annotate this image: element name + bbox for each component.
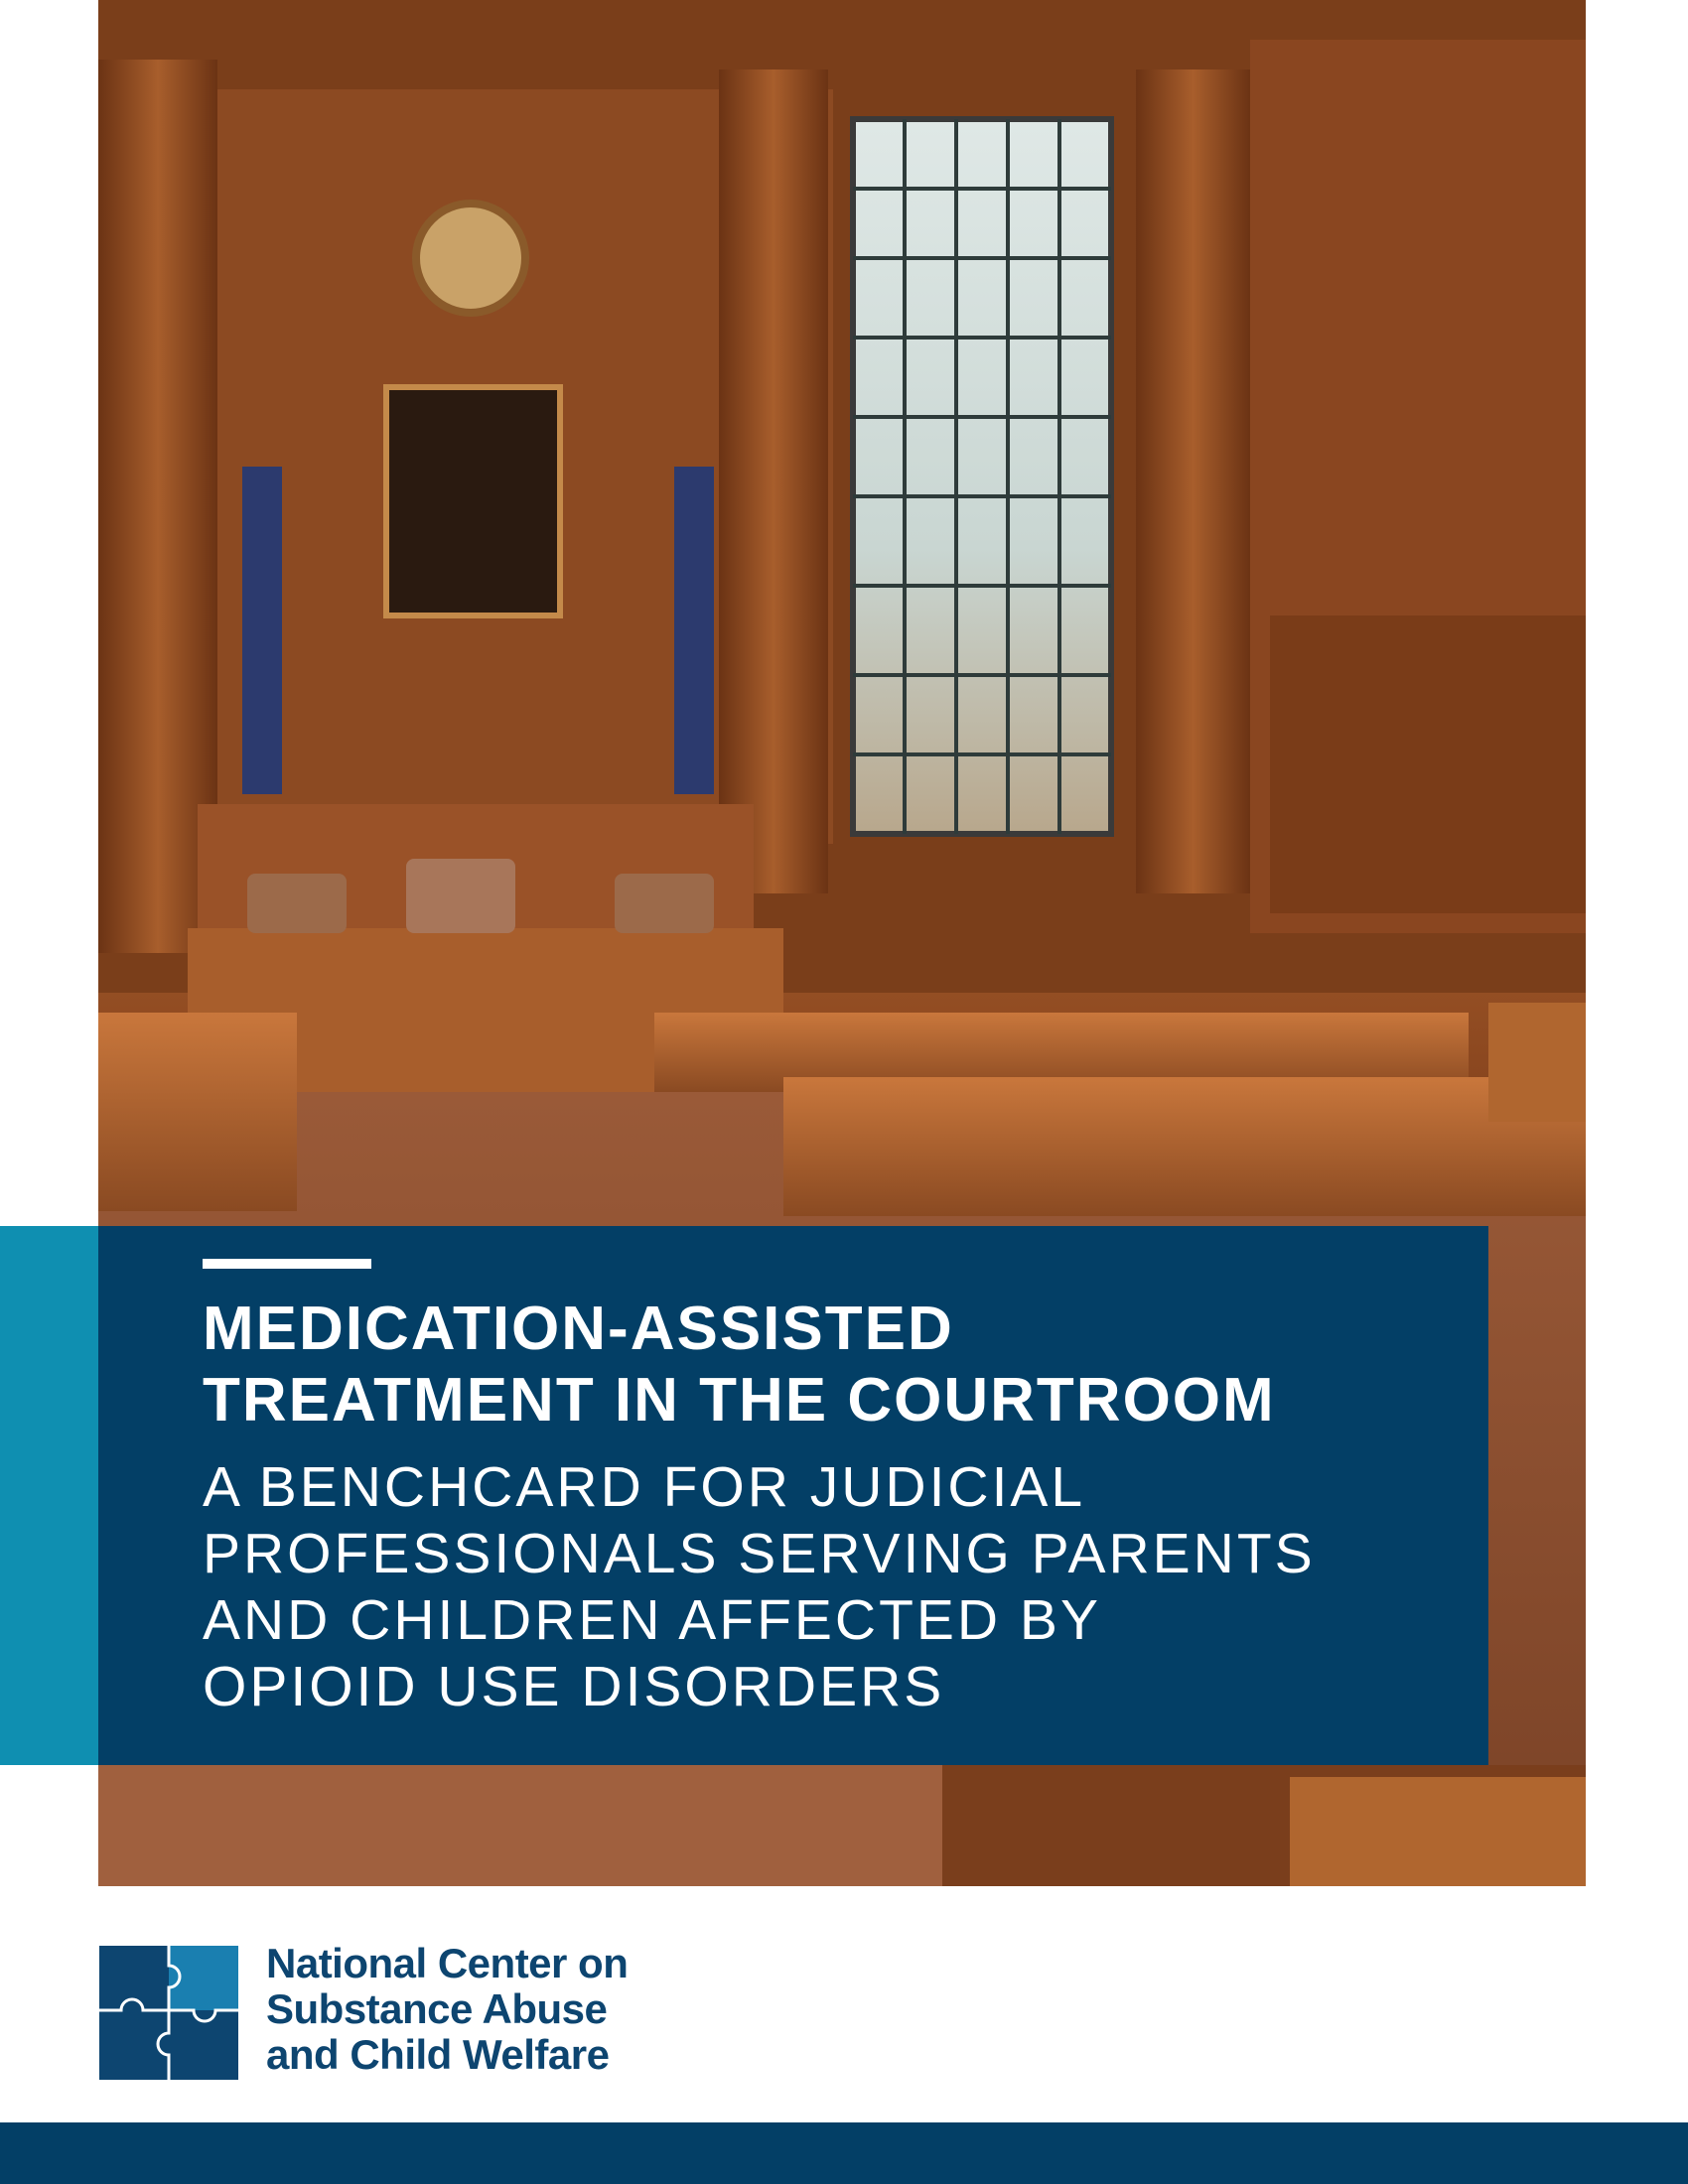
puzzle-pieces-icon — [99, 1946, 238, 2080]
footer-bar — [0, 2122, 1688, 2184]
title-line: MEDICATION-ASSISTED — [203, 1295, 954, 1363]
organization-name-line: National Center on — [266, 1940, 629, 1986]
title-panel — [98, 1226, 1488, 1765]
title-line: TREATMENT IN THE COURTROOM — [203, 1366, 1276, 1434]
subtitle-line: OPIOID USE DISORDERS — [203, 1655, 945, 1718]
subtitle-line: A BENCHCARD FOR JUDICIAL — [203, 1455, 1086, 1519]
teal-accent-block — [0, 1226, 98, 1765]
document-title — [203, 1294, 1483, 1436]
organization-name — [266, 1941, 628, 2078]
document-subtitle — [203, 1454, 1483, 1720]
organization-logo — [99, 1941, 695, 2090]
title-rule — [203, 1259, 371, 1269]
organization-name-line: and Child Welfare — [266, 2031, 610, 2078]
subtitle-line: PROFESSIONALS SERVING PARENTS — [203, 1522, 1316, 1585]
organization-name-line: Substance Abuse — [266, 1985, 608, 2032]
subtitle-line: AND CHILDREN AFFECTED BY — [203, 1588, 1101, 1652]
